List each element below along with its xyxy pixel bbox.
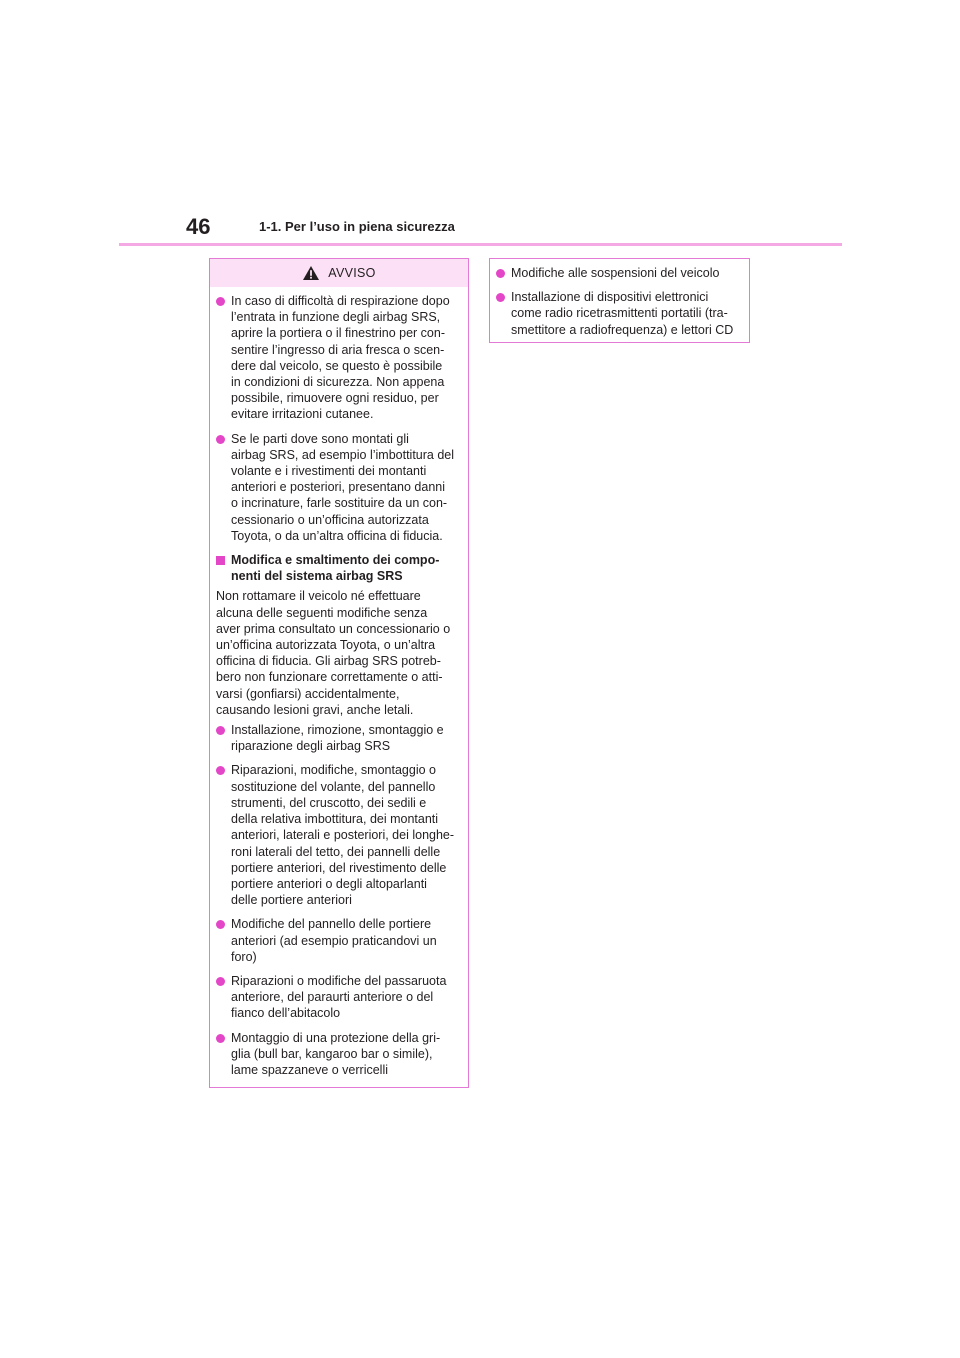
- continuation-box: [489, 258, 750, 343]
- subheading: [216, 552, 462, 584]
- list-item: [216, 973, 462, 1022]
- list-item: [216, 722, 462, 754]
- warning-title: AVVISO: [328, 266, 376, 280]
- magenta-dot-icon: [216, 435, 225, 444]
- warning-box-header: [210, 259, 468, 287]
- list-item-text: Montaggio di una protezione della gri- glia (bull bar, kangaroo bar o simile), lame spazzaneve o verricelli: [231, 1030, 441, 1077]
- magenta-dot-icon: [216, 726, 225, 735]
- magenta-dot-icon: [216, 920, 225, 929]
- list-item-text: Riparazioni, modifiche, smontaggio o sostituzione del volante, del pannello strumenti, del cruscotto, dei sedili e della relativa imbottitura, dei montanti anteriori, laterali e posteriori, dei longhe- roni laterali del tetto, dei pannelli delle portiere anteriori, del rivestimento delle portiere anteriori o degli altoparlanti delle portiere anteriori: [231, 763, 455, 908]
- section-title: 1-1. Per l’uso in piena sicurezza: [259, 219, 455, 234]
- warning-triangle-icon: [302, 265, 320, 281]
- list-item: [216, 916, 462, 965]
- magenta-dot-icon: [216, 766, 225, 775]
- list-item-text: Installazione di dispositivi elettronici come radio ricetrasmittenti portatili (tra- smettitore a radiofrequenza) e lettori CD: [511, 290, 734, 337]
- list-item-text: Riparazioni o modifiche del passaruota anteriore, del paraurti anteriore o del fianco dell’abitacolo: [231, 973, 447, 1021]
- list-item-text: Modifiche del pannello delle portiere anteriori (ad esempio praticandovi un foro): [231, 917, 437, 964]
- list-item: [216, 1030, 462, 1079]
- paragraph: Non rottamare il veicolo né effettuare alcuna delle seguenti modifiche senza aver prima consultato un concessionario o un’officina autorizzata Toyota, o un’altra officina di fiducia. Gli airbag SRS potreb- bero non funzionare correttamente o atti- varsi (gonfiarsi) accidentalmente, causando lesioni gravi, anche letali.: [216, 589, 451, 717]
- list-item-text: Modifiche alle sospensioni del veicolo: [511, 266, 720, 280]
- magenta-dot-icon: [216, 977, 225, 986]
- header-rule: [119, 243, 842, 246]
- list-item: [216, 293, 462, 423]
- list-item: [496, 289, 743, 338]
- list-item: [496, 265, 743, 281]
- magenta-dot-icon: [496, 269, 505, 278]
- magenta-dot-icon: [496, 293, 505, 302]
- list-item: [216, 431, 462, 544]
- warning-box: [209, 258, 469, 1088]
- list-item-text: Installazione, rimozione, smontaggio e riparazione degli airbag SRS: [231, 723, 444, 754]
- list-item-text: In caso di difficoltà di respirazione dopo l’entrata in funzione degli airbag SRS, aprire la portiera o il finestrino per con- sentire l’ingresso di aria fresca o scen- dere dal veicolo, se questo è possibile in condizioni di sicurezza. Non appena possibile, rimuovere ogni residuo, per evitare irritazioni cutanee.: [231, 294, 450, 422]
- subheading-text: Modifica e smaltimento dei compo- nenti del sistema airbag SRS: [231, 553, 440, 584]
- list-item-text: Se le parti dove sono montati gli airbag SRS, ad esempio l’imbottitura del volante e i rivestimenti dei montanti anteriori e posteriori, presentano danni o incrinature, farle sostituire da un con- cessionario o un’officina autorizzata Toyota, o da un’altra officina di fiducia.: [231, 431, 455, 543]
- list-item: [216, 762, 462, 908]
- magenta-dot-icon: [216, 297, 225, 306]
- magenta-dot-icon: [216, 1034, 225, 1043]
- magenta-square-icon: [216, 556, 225, 565]
- page-number: 46: [186, 214, 211, 239]
